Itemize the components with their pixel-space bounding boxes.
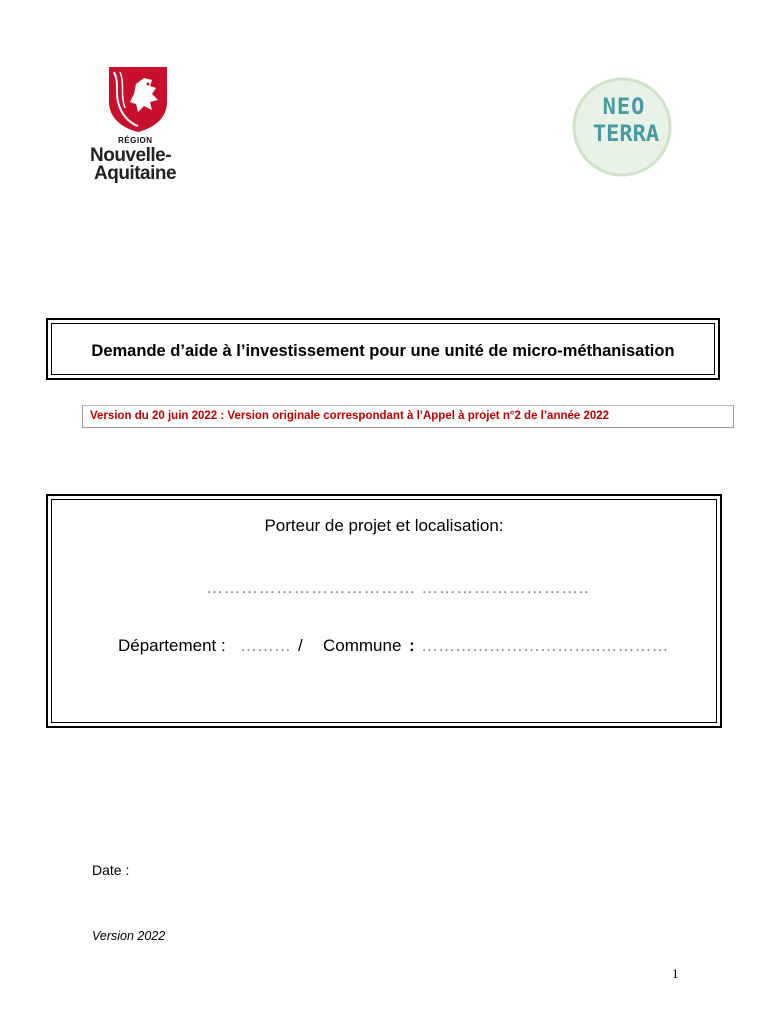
region-label: RÉGION <box>118 136 153 145</box>
document-title: Demande d’aide à l’investissement pour une unité de micro-méthanisation <box>91 342 675 360</box>
region-name-line1: Nouvelle- <box>90 145 172 166</box>
commune-label: Commune <box>323 636 402 655</box>
porteur-name-field[interactable]: ……………………………… ……………………….. <box>206 578 590 597</box>
region-name-line2: Aquitaine <box>94 163 177 184</box>
version-footer: Version 2022 <box>92 929 166 943</box>
neoterra-text-line2: TERRA <box>592 122 660 147</box>
separator: / <box>298 636 303 655</box>
date-label: Date : <box>92 862 130 878</box>
departement-field[interactable]: ……… <box>240 636 291 655</box>
neoterra-text-line1: NEO <box>602 95 646 120</box>
page-number: 1 <box>672 966 679 981</box>
departement-label: Département : <box>118 636 226 655</box>
porteur-heading: Porteur de projet et localisation: <box>264 516 504 535</box>
version-notice: Version du 20 juin 2022 : Version originale correspondant à l’Appel à projet n°2 de l’année 2022 <box>90 410 610 422</box>
commune-colon: : <box>409 636 415 655</box>
commune-field[interactable]: …………………………..………… <box>421 636 669 655</box>
region-shield-logo <box>106 64 170 134</box>
